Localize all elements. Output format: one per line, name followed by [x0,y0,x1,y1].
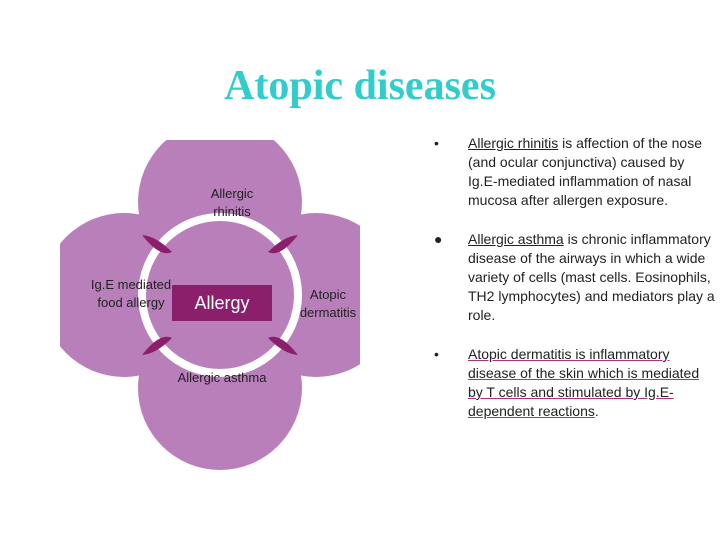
bullet-item [430,230,715,325]
bullet-item [430,345,715,421]
bullet-marker: ● [434,231,443,247]
bullet-marker: • [434,135,439,151]
bullet-term: Allergic rhinitis [468,135,559,151]
bullet-link[interactable]: Atopic dermatitis is inflammatory disease of the skin which is mediated by T cells and stimulated by Ig.E-dependent reactions [468,346,700,419]
label-allergic-rhinitis: Allergic rhinitis [210,186,254,219]
bullet-text: is chronic inflammatory disease of the airways in which a wide variety of cells (mast cells. Eosinophils, TH2 lymphocytes) and mediators play a role. [468,231,715,323]
label-atopic-dermatitis: Atopic dermatitis [299,287,357,320]
allergy-center-box: Allergy [172,285,272,321]
bullet-item [430,134,715,210]
bullet-marker: • [434,346,439,362]
slide-title: Atopic diseases [224,63,496,109]
bullet-text: is affection of the nose (and ocular conjunctiva) caused by Ig.E-mediated inflammation of nasal mucosa after allergen exposure. [468,135,702,208]
bullet-term: Allergic asthma [468,231,564,247]
label-allergic-asthma: Allergic asthma [177,370,267,385]
bullet-text: . [594,403,599,419]
bullet-list [430,134,715,441]
label-food-allergy: Ig.E mediated food allergy [90,277,172,310]
